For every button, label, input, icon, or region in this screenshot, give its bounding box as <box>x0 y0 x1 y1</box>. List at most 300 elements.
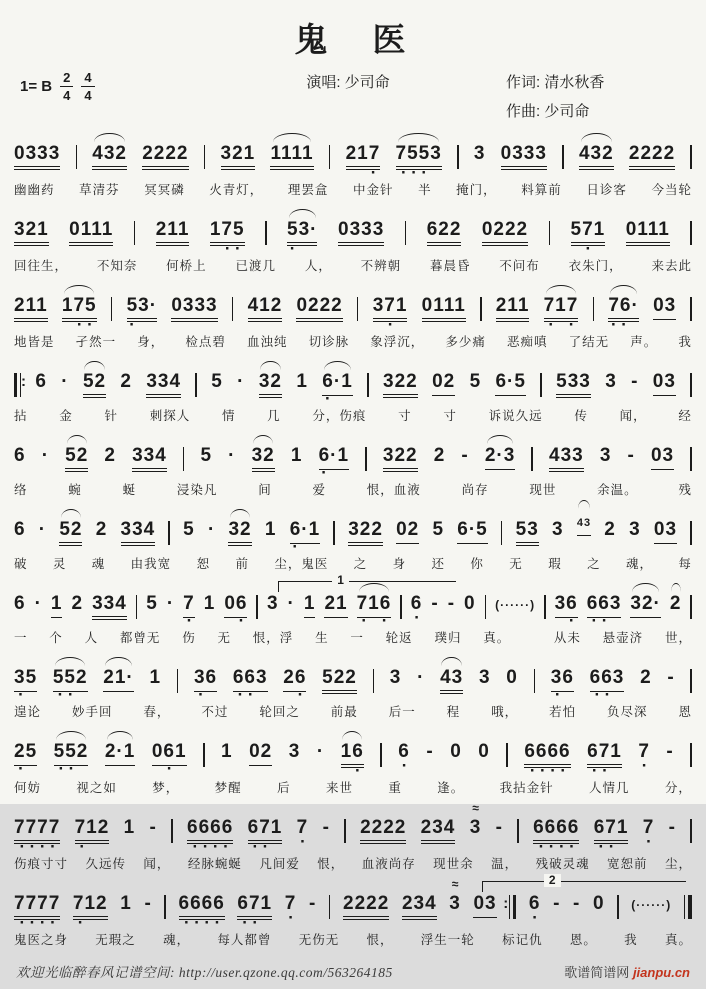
slur-arc <box>56 731 87 740</box>
lyric-chunk: 传 <box>574 409 588 423</box>
barline <box>684 895 692 919</box>
lyric-chunk: 浸染凡 <box>176 483 218 497</box>
barline <box>380 743 382 767</box>
lyric-chunk: 几 <box>267 409 281 423</box>
note-group: · <box>207 519 216 540</box>
octave-dots: ·· <box>239 914 271 933</box>
score-system <box>14 207 692 274</box>
note-group: 5 <box>469 371 482 392</box>
note-group: 671 ·· <box>587 741 622 781</box>
note-group: 35 · <box>14 667 38 705</box>
note-group: · <box>316 741 325 762</box>
lyric-chunk: 真。 <box>483 631 511 645</box>
lyric-chunk: 久远传 <box>85 857 126 871</box>
note-group: 32 <box>259 371 282 398</box>
note-group: 2 <box>120 371 132 392</box>
ornament-mark: ≈ <box>472 801 479 815</box>
note-group: 533 <box>556 371 591 398</box>
lyric-chunk: 个 <box>49 631 63 645</box>
slur-arc <box>487 435 514 444</box>
score-system <box>14 729 692 796</box>
octave-dots: ·· <box>249 838 281 857</box>
barline <box>357 297 359 321</box>
lyric-chunk: 现世余 <box>433 857 474 871</box>
note-group: 0333 <box>338 219 384 246</box>
note-group: 3 <box>605 371 617 392</box>
notes-row <box>14 667 692 705</box>
note-group: 52 <box>59 519 82 546</box>
lyric-chunk: 妙手回 <box>71 705 113 719</box>
note-group: 334 <box>146 371 181 398</box>
barline <box>509 895 516 919</box>
lyric-chunk: 幽幽药 <box>14 183 55 197</box>
volta-number: 2 <box>544 874 561 887</box>
note-group: 32 <box>228 519 251 546</box>
score-system <box>14 655 692 720</box>
lyric-chunk: 草清芬 <box>79 183 120 197</box>
lyric-chunk: 不问布 <box>499 259 540 273</box>
score-system <box>14 507 692 572</box>
lyric-chunk: 哦， <box>491 705 519 719</box>
lyric-chunk: 之 <box>353 557 368 571</box>
barline <box>204 145 206 169</box>
barline <box>183 447 185 471</box>
lyric-chunk: 寸 <box>398 409 412 423</box>
octave-dots: · <box>76 838 108 857</box>
lyric-chunk: 爱 <box>312 483 326 497</box>
barline <box>549 221 551 245</box>
lyric-chunk: 今当轮 <box>651 183 692 197</box>
note-group: 2222 <box>360 817 406 844</box>
octave-dots: ···· <box>527 762 568 781</box>
note-group: 5 <box>211 371 223 392</box>
slur-arc <box>84 361 104 370</box>
slur-arc <box>398 133 439 142</box>
note-group: 716 · · <box>357 593 392 625</box>
note-group: 2222 <box>142 143 188 170</box>
octave-dots: · <box>289 538 321 557</box>
score-system <box>14 283 692 350</box>
note-group: 6666 ···· <box>187 817 234 857</box>
lyric-chunk: 来去此 <box>651 259 692 273</box>
lyric-chunk: 情 <box>221 409 236 423</box>
note-group: 03 <box>653 371 676 396</box>
lyric-chunk: 不过 <box>201 705 229 719</box>
note-group: 1 <box>304 593 316 618</box>
note-group: 175 ·· <box>62 295 97 329</box>
note-group: 3 <box>266 593 279 614</box>
note-group: 334 <box>92 593 127 620</box>
note-group: 0111 <box>626 219 670 246</box>
note-group: 6666 ···· <box>524 741 571 781</box>
note-group: · <box>228 445 236 466</box>
note-group: 663 ·· <box>589 667 625 705</box>
lyric-chunk: 一 <box>14 631 28 645</box>
barline <box>232 297 234 321</box>
note-group: 522 <box>322 667 357 694</box>
note-group: 3 <box>629 519 641 540</box>
note-group: 5 <box>146 593 158 614</box>
key-time-signature <box>20 65 190 102</box>
octave-dots: ·· <box>588 612 620 631</box>
lyric-chunk: 拈 <box>14 409 28 423</box>
score-system <box>14 873 692 948</box>
note-group: 1 <box>123 817 136 838</box>
lyric-chunk: 经脉蜿蜒 <box>187 857 242 871</box>
score-system <box>14 359 692 424</box>
note-group: 322 <box>383 371 418 398</box>
note-group: 02 <box>432 371 455 396</box>
lyric-chunk: 现世 <box>529 483 557 497</box>
note-group: 6·5 <box>495 371 525 396</box>
notes-row <box>14 877 692 933</box>
score-system <box>14 801 692 872</box>
lyric-chunk: 凡间爱 <box>259 857 300 871</box>
note-group: 712 · <box>74 817 110 857</box>
note-group: 7777 ···· <box>14 893 61 933</box>
note-group: - <box>627 445 635 466</box>
octave-dots: · <box>225 612 247 631</box>
note-group: · <box>34 593 42 614</box>
note-group: (······) <box>631 898 672 912</box>
lyric-chunk: 来世 <box>325 781 353 795</box>
barline <box>14 373 21 397</box>
note-group: 6 <box>35 371 47 392</box>
barline <box>177 669 179 693</box>
lyric-chunk: 人， <box>304 259 332 273</box>
octave-dots: ·· <box>54 686 86 705</box>
note-group: 2 <box>95 519 108 540</box>
lyric-chunk: 多少痛 <box>445 335 486 349</box>
lyric-chunk: 程 <box>446 705 461 719</box>
lyric-chunk: 日诊客 <box>586 183 627 197</box>
slur-arc <box>230 509 250 518</box>
slur-arc <box>273 133 311 142</box>
volta-bracket <box>278 573 455 592</box>
octave-dots: · <box>322 390 353 409</box>
lyric-chunk: 残破灵魂 <box>535 857 590 871</box>
octave-dots: · <box>183 612 195 631</box>
note-group: 03 <box>651 445 674 470</box>
note-group: 53· · <box>126 295 158 335</box>
lyric-chunk: 半 <box>418 183 432 197</box>
octave-dots: · <box>15 686 36 705</box>
note-group: · <box>287 593 295 614</box>
lyric-chunk: 伤 <box>182 631 196 645</box>
lyric-chunk: 血液尚存 <box>361 857 416 871</box>
lyric-chunk: 检点碧 <box>185 335 226 349</box>
note-group: 03 <box>654 519 677 544</box>
lyric-chunk: 悬壶济 <box>602 631 644 645</box>
lyrics-row <box>14 332 692 350</box>
slur-arc <box>55 657 86 666</box>
note-group: 175 ·· <box>209 219 245 259</box>
lyric-chunk: 你 <box>470 557 484 571</box>
note-group: - <box>322 817 330 838</box>
note-group: 217 · <box>345 143 381 183</box>
note-group: 234 <box>421 817 456 844</box>
lyric-chunk: 破 <box>14 557 28 571</box>
notes-row <box>14 295 692 335</box>
slur-arc <box>342 731 362 740</box>
note-group: - <box>144 893 152 914</box>
note-group: · <box>166 593 175 614</box>
note-group: 3 <box>599 445 612 466</box>
lyric-chunk: 蜒 <box>122 483 137 497</box>
note-group: 25 · <box>14 741 38 779</box>
lyric-chunk: 生 <box>315 631 329 645</box>
note-group: 211 <box>156 219 190 246</box>
lyric-chunk: 恨，浮 <box>252 631 294 645</box>
score-system <box>14 433 692 498</box>
time-signature-2: $\frac{4}{4}$ <box>81 71 94 102</box>
slur-arc <box>253 435 273 444</box>
slur-arc <box>581 133 612 142</box>
note-group: 234 <box>402 893 437 920</box>
barline <box>690 521 692 545</box>
lyric-chunk: 鬼医之身 <box>14 933 69 947</box>
lyric-chunk: 针 <box>104 409 118 423</box>
lyric-chunk: 还 <box>431 557 446 571</box>
note-group: 7 · <box>296 817 309 852</box>
barline <box>373 669 375 693</box>
octave-dots: · <box>15 760 36 779</box>
note-group: 1 <box>203 593 216 614</box>
time-signature-1: $\frac{2}{4}$ <box>60 71 73 102</box>
score <box>14 131 692 957</box>
lyric-chunk: 魂 <box>91 557 106 571</box>
lyric-chunk: 轮回之 <box>259 705 300 719</box>
lyric-chunk: 分， <box>664 781 692 795</box>
note-group: 432 <box>579 143 614 170</box>
lyric-chunk: 闻， <box>619 409 647 423</box>
slur-arc <box>441 657 461 666</box>
slur-arc <box>671 583 681 592</box>
barline <box>485 595 487 619</box>
note-group: 1 <box>51 593 63 618</box>
barline <box>544 595 546 619</box>
note-group: 52 <box>65 445 88 472</box>
note-group: 5 <box>432 519 445 540</box>
note-group: 6 <box>14 593 26 614</box>
note-group: - <box>631 371 639 392</box>
note-group: (······) <box>495 598 536 612</box>
lyric-chunk: 都曾无 <box>119 631 161 645</box>
note-group: 7 · <box>638 741 650 776</box>
note-group: 2222 <box>629 143 675 170</box>
lyric-chunk: 无伤无 <box>298 933 340 947</box>
octave-dots: ·· <box>211 240 243 259</box>
octave-dots: · <box>639 757 650 776</box>
octave-dots: · <box>347 164 379 183</box>
lyric-chunk: 无 <box>217 631 231 645</box>
barline <box>76 145 78 169</box>
octave-dots: · <box>572 240 604 259</box>
barline <box>501 521 503 545</box>
octave-dots: ·· <box>589 762 620 781</box>
note-group: 3 <box>288 741 301 762</box>
lyric-chunk: 重 <box>388 781 402 795</box>
lyric-chunk: 璞归 <box>434 631 462 645</box>
ornament-mark: ≈ <box>451 877 459 891</box>
note-group: 2 <box>71 593 84 614</box>
barline <box>367 373 369 397</box>
note-group: 0333 <box>14 143 60 170</box>
lyric-chunk: 声。 <box>630 335 658 349</box>
note-group: 622 <box>427 219 462 246</box>
lyric-chunk: 每人都曾 <box>217 933 272 947</box>
barline <box>136 595 138 619</box>
lyric-chunk: 无瑕之 <box>95 933 136 947</box>
octave-dots: ··· <box>398 164 440 183</box>
score-meta <box>20 65 686 121</box>
note-group: 321 <box>221 143 256 170</box>
barline <box>134 221 136 245</box>
note-group: 334 <box>132 445 167 472</box>
barline <box>617 895 619 919</box>
lyric-chunk: 象浮沉， <box>370 335 425 349</box>
note-group: - <box>431 593 439 614</box>
notes-row <box>14 445 692 483</box>
note-group: 26 · <box>283 667 307 705</box>
octave-dots: ·· <box>55 760 87 779</box>
note-group: 6 <box>14 445 26 466</box>
note-group: 571 · <box>570 219 606 259</box>
note-group: 334 <box>121 519 156 546</box>
lyric-chunk: 掩门， <box>456 183 497 197</box>
lyric-chunk: 切诊脉 <box>308 335 350 349</box>
lyric-chunk: 络 <box>14 483 28 497</box>
note-group: 671 ·· <box>247 817 283 857</box>
lyrics-row <box>14 406 692 424</box>
lyric-chunk: 前 <box>235 557 249 571</box>
note-group: 0 <box>450 741 462 762</box>
note-group: 0111 <box>69 219 113 246</box>
note-group: 432 <box>92 143 127 170</box>
note-group: 36 · <box>550 667 574 705</box>
note-group: · <box>38 519 47 540</box>
lyric-chunk: 温， <box>491 857 519 871</box>
octave-dots: · <box>195 686 216 705</box>
singer-credit: 演唱: 少司命 <box>306 74 390 91</box>
note-group: 371 · <box>372 295 408 335</box>
barline <box>690 595 692 619</box>
volta-number: 1 <box>332 574 349 587</box>
volta-bracket <box>482 873 686 892</box>
notes-row <box>14 517 692 557</box>
barline <box>690 297 692 321</box>
credits <box>506 65 686 121</box>
note-group: · <box>61 371 69 392</box>
lyric-chunk: 浮生一轮 <box>420 933 475 947</box>
note-group: 0333 <box>171 295 217 322</box>
note-group: 671 ·· <box>593 817 629 857</box>
octave-dots: · <box>74 914 106 933</box>
note-group: 211 <box>496 295 530 322</box>
lyric-chunk: 尘， <box>664 857 692 871</box>
lyric-chunk: 视之如 <box>76 781 117 795</box>
octave-dots: · <box>374 316 406 335</box>
lyric-chunk: 孑然一 <box>75 335 117 349</box>
note-group: 1 <box>120 893 132 914</box>
note-group: ≈ 3 <box>449 877 461 914</box>
note-group: 0 <box>592 893 605 914</box>
site-name: 歌谱简谱网 <box>564 965 630 980</box>
notes-row <box>14 593 692 631</box>
note-group: - <box>667 667 675 688</box>
lyric-chunk: 人情几 <box>589 781 630 795</box>
note-group: - <box>553 893 561 914</box>
barline <box>333 521 335 545</box>
lyric-chunk: 逢。 <box>437 781 465 795</box>
barline <box>329 145 331 169</box>
barline <box>111 297 113 321</box>
note-group: 2 <box>604 519 616 540</box>
barline <box>203 743 205 767</box>
octave-dots: ···· <box>181 914 223 933</box>
lyric-chunk: 宽恕前 <box>607 857 648 871</box>
barline <box>344 819 346 843</box>
lyric-chunk: 真。 <box>664 933 692 947</box>
barline <box>690 221 692 245</box>
note-group: 06 · <box>224 593 248 631</box>
lyric-chunk: 金 <box>59 409 73 423</box>
slur-arc <box>289 209 316 218</box>
lyric-chunk: 尚存 <box>461 483 489 497</box>
barline <box>400 595 402 619</box>
lyric-chunk: 梦， <box>152 781 180 795</box>
lyric-chunk: 何妨 <box>14 781 42 795</box>
lyric-chunk: 人 <box>84 631 99 645</box>
note-group: 7 · <box>642 817 655 852</box>
lyric-chunk: 世， <box>664 631 692 645</box>
note-group: 0333 <box>501 143 547 170</box>
notes-row <box>14 371 692 409</box>
footer <box>14 957 692 989</box>
note-group: 2 <box>104 445 116 466</box>
note-group: 2222 <box>343 893 389 920</box>
score-system <box>14 131 692 198</box>
note-group: 712 · <box>72 893 108 933</box>
note-group: 1 <box>290 445 303 466</box>
note-group: 7777 ···· <box>14 817 61 857</box>
octave-dots: · <box>643 833 654 852</box>
octave-dots: · <box>342 762 363 781</box>
barline <box>690 669 692 693</box>
octave-dots: ···· <box>535 838 577 857</box>
lyric-chunk: 身， <box>137 335 165 349</box>
slur-arc <box>105 657 132 666</box>
note-group: · <box>237 371 245 392</box>
lyric-chunk: 冥冥磷 <box>144 183 185 197</box>
barline <box>531 447 533 471</box>
lyric-chunk: 血浊纯 <box>247 335 288 349</box>
octave-dots: · · <box>358 612 390 631</box>
barline <box>506 743 508 767</box>
note-group: 663 ·· <box>232 667 268 705</box>
note-group: 3 <box>473 143 486 164</box>
note-group: 2 <box>670 593 682 615</box>
slur-arc <box>260 361 280 370</box>
note-group: 552 ·· <box>54 741 89 773</box>
lyric-chunk: 间 <box>258 483 272 497</box>
score-system <box>14 573 692 646</box>
lyric-chunk: 地皆是 <box>14 335 55 349</box>
lyric-chunk: 残 <box>678 483 692 497</box>
octave-dots: ·· <box>234 686 266 705</box>
note-group: 43 <box>577 510 591 536</box>
note-group: 7553 ··· <box>396 143 442 177</box>
